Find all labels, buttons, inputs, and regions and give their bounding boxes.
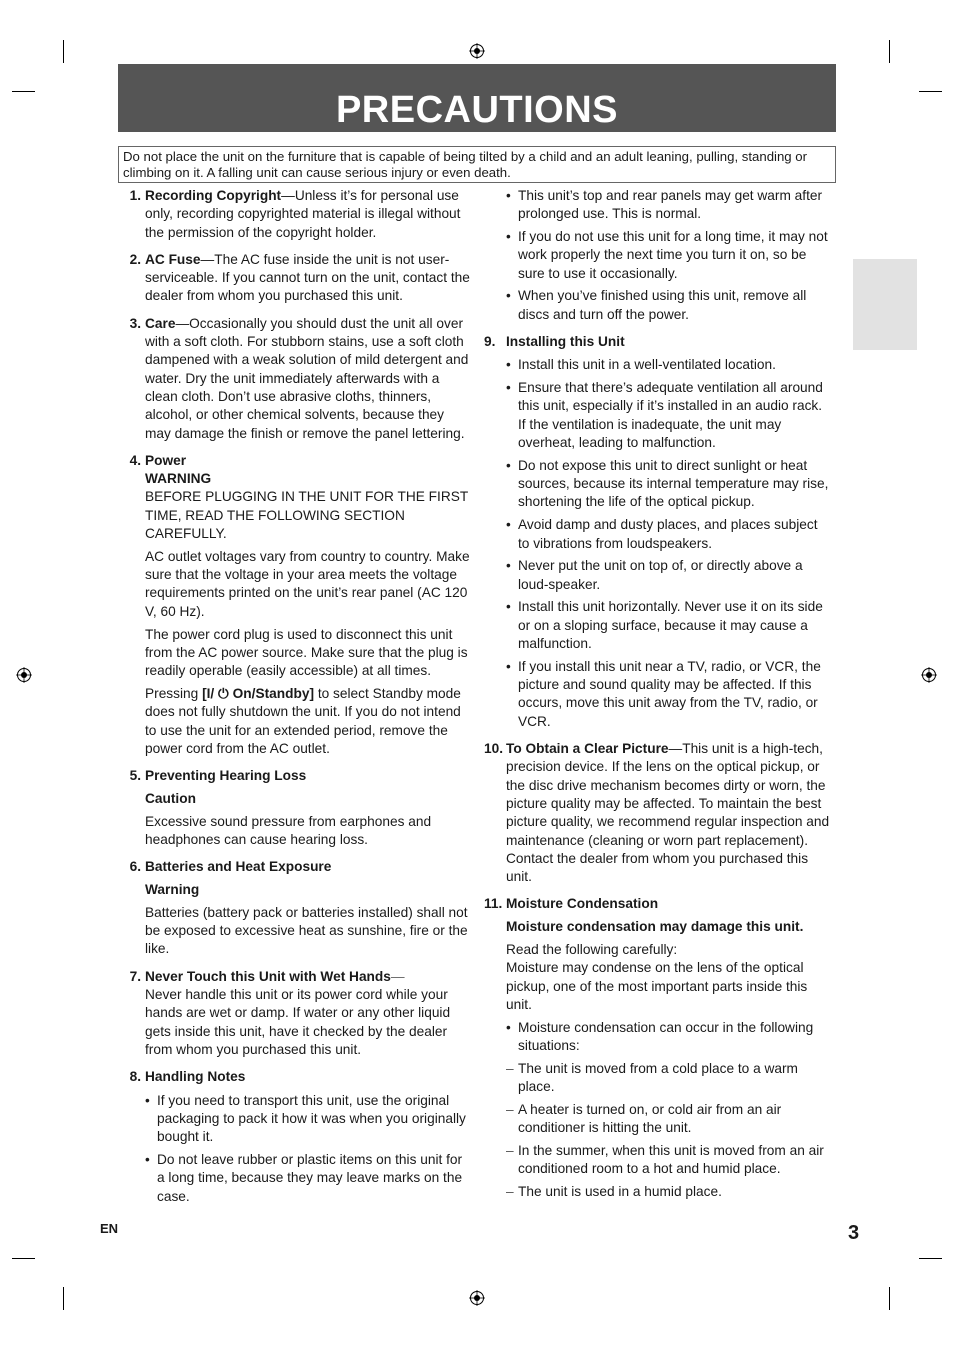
bullet-item: • Avoid damp and dusty places, and places subject to vibrations from loudspeakers. <box>506 516 832 553</box>
item-heading: Batteries and Heat Exposure <box>145 859 332 875</box>
item-body-text: to select Standby mode does not fully shutdown the unit. If you do not intend to use the unit for an extended period, remove the power cord from the AC outlet. <box>145 685 461 756</box>
item-text <box>145 315 470 443</box>
list-item <box>120 968 470 1059</box>
item-number: 9. <box>484 334 496 350</box>
item-heading: Preventing Hearing Loss <box>145 768 307 784</box>
bullet-list <box>145 1092 470 1206</box>
crop-mark <box>889 40 890 63</box>
item-heading: Recording Copyright <box>145 188 282 203</box>
item-number: 2. <box>129 251 141 267</box>
item-number: 5. <box>129 768 141 784</box>
dash-item <box>506 1060 832 1097</box>
list-item <box>120 858 470 958</box>
item-heading: Power <box>145 452 187 468</box>
bullet-item: • Ensure that there’s adequate ventilation all around this unit, especially if it’s installed in an audio rack. If the ventilation is inadequate, the unit may overheat, leading to malfunction. <box>506 379 832 452</box>
item-text <box>145 968 470 1059</box>
item-body: Excessive sound pressure from earphones and headphones can cause hearing loss. <box>145 813 432 847</box>
dash-text: The unit is used in a humid place. <box>518 1184 722 1200</box>
item-body: Moisture may condense on the lens of the optical pickup, one of the most important parts inside this unit. <box>506 960 808 1012</box>
item-body-text: Pressing <box>145 685 203 701</box>
item-body: Never handle this unit or its power cord while your hands are wet or damp. If water or any other liquid gets inside this unit, have it checked by the dealer from whom you purchased this unit. <box>145 987 451 1057</box>
list-item <box>120 187 470 242</box>
dash-item <box>506 1142 832 1179</box>
language-label: EN <box>100 1221 119 1236</box>
dash-symbol: – <box>506 1184 514 1200</box>
bullet-list <box>506 1019 832 1056</box>
bullet-item: • If you install this unit near a TV, radio, or VCR, the picture and sound quality may be affected. If this occurs, move this unit away from the TV, radio, or VCR. <box>506 658 832 731</box>
title-banner <box>118 64 836 132</box>
bullet-item: • When you’ve finished using this unit, remove all discs and turn off the power. <box>506 287 832 324</box>
list-item <box>480 895 832 1201</box>
list-item <box>120 452 470 758</box>
item-number: 1. <box>129 188 141 203</box>
item-body: Batteries (battery pack or batteries installed) shall not be exposed to excessive heat as sunshine, fire or the like. <box>145 904 468 957</box>
dash-symbol: – <box>506 1101 514 1117</box>
item-body: Read the following carefully: <box>506 941 678 957</box>
section-tab <box>853 259 917 350</box>
item-subheading: Moisture condensation may damage this unit. <box>506 919 804 935</box>
registration-mark-icon <box>16 667 32 683</box>
dash-item <box>506 1183 832 1201</box>
item-text <box>145 187 470 242</box>
crop-mark <box>12 91 35 92</box>
item-subheading: Warning <box>145 882 200 898</box>
item-text <box>145 251 470 306</box>
bullet-list <box>506 187 832 324</box>
list-item <box>120 315 470 443</box>
list-item <box>480 333 832 731</box>
item-heading: Handling Notes <box>145 1069 246 1085</box>
item-body: AC outlet voltages vary from country to country. Make sure that the voltage in your area meets the voltage requirements printed on the unit’s rear panel (AC 120 V, 60 Hz). <box>145 548 470 619</box>
dash-symbol: – <box>506 1060 514 1076</box>
item-body: The power cord plug is used to disconnect this unit from the AC power source. Make sure that the plug is readily operable (easily accessible) at all times. <box>145 626 468 679</box>
dash-symbol: – <box>506 1142 514 1158</box>
item-heading: Installing this Unit <box>506 334 625 350</box>
left-column <box>120 187 470 1215</box>
item-number: 6. <box>129 859 141 875</box>
registration-mark-icon <box>469 43 485 59</box>
warning-text: BEFORE PLUGGING IN THE UNIT FOR THE FIRST TIME, READ THE FOLLOWING SECTION CAREFULLY. <box>145 489 468 542</box>
em-dash: — <box>390 968 405 984</box>
page-title: PRECAUTIONS <box>335 89 619 131</box>
list-item <box>120 767 470 849</box>
item-heading: Never Touch this Unit with Wet Hands <box>145 968 391 984</box>
right-column <box>480 187 832 1210</box>
bullet-item: • Do not leave rubber or plastic items on this unit for a long time, because they may leave marks on the case. <box>145 1151 470 1206</box>
warning-label: WARNING <box>145 471 212 487</box>
item-number: 3. <box>129 315 141 331</box>
item-body: —Unless it’s for personal use only, recording copyrighted material is illegal without the permission of the copyright holder. <box>145 188 461 240</box>
dash-item <box>506 1101 832 1138</box>
item-body: —Occasionally you should dust the unit all over with a soft cloth. For stubborn stains, use a soft cloth dampened with a weak solution of mild detergent and water. Dry the unit immediately afterwards with a clean cloth. Don’t use abrasive cloths, thinners, alcohol, or other chemical solvents, because they may damage the finish or remove the panel lettering. <box>145 315 469 441</box>
crop-mark <box>63 1287 64 1310</box>
list-item <box>480 740 832 886</box>
item-number: 10. <box>484 741 504 757</box>
list-item <box>120 251 470 306</box>
crop-mark <box>919 91 942 92</box>
registration-mark-icon <box>469 1290 485 1306</box>
item-body: —The AC fuse inside the unit is not user-serviceable. If you cannot turn on the unit, contact the dealer from whom you purchased this unit. <box>145 251 470 304</box>
item-body <box>145 685 470 758</box>
item-text <box>506 740 832 886</box>
bullet-item: • Install this unit in a well-ventilated location. <box>506 356 832 374</box>
dash-text: A heater is turned on, or cold air from an air conditioner is hitting the unit. <box>518 1101 782 1136</box>
dash-text: In the summer, when this unit is moved from an air conditioned room to a hot and humid place. <box>518 1142 824 1177</box>
bullet-item: • If you do not use this unit for a long time, it may not work properly the next time you turn it on, so be sure to use it occasionally. <box>506 228 832 283</box>
dash-text: The unit is moved from a cold place to a warm place. <box>518 1060 798 1095</box>
bullet-item: • If you need to transport this unit, use the original packaging to pack it how it was when you originally bought it. <box>145 1092 470 1147</box>
item-body: —This unit is a high-tech, precision device. If the lens on the optical pickup, or the disc drive mechanism becomes dirty or worn, the picture quality may be affected. To maintain the best picture quality, we recommend regular inspection and maintenance (cleaning or worn part replacement). Contact the dealer from whom you purchased this unit. <box>506 741 830 885</box>
bullet-item: • Do not expose this unit to direct sunlight or heat sources, because its internal temperature may rise, shortening the life of the optical pickup. <box>506 457 832 512</box>
item-number: 7. <box>129 968 141 984</box>
item-heading: To Obtain a Clear Picture <box>506 741 669 757</box>
bullet-item: • Install this unit horizontally. Never use it on its side or on a sloping surface, because it may cause a malfunction. <box>506 598 832 653</box>
item-heading: Moisture Condensation <box>506 896 659 912</box>
item-heading: Care <box>145 315 176 331</box>
crop-mark <box>63 40 64 63</box>
crop-mark <box>919 1258 942 1259</box>
item-number: 8. <box>129 1069 141 1085</box>
bullet-item: • Moisture condensation can occur in the following situations: <box>506 1019 832 1056</box>
crop-mark <box>12 1258 35 1259</box>
item-number: 11. <box>484 896 503 912</box>
bullet-item: • Never put the unit on top of, or directly above a loud-speaker. <box>506 557 832 594</box>
crop-mark <box>889 1287 890 1310</box>
bullet-item: • This unit’s top and rear panels may get warm after prolonged use. This is normal. <box>506 187 832 224</box>
bullet-list <box>506 356 832 731</box>
warning-notice: Do not place the unit on the furniture that is capable of being tilted by a child and an adult leaning, pulling, standing or climbing on it. A falling unit can cause serious injury or even death. <box>118 146 836 183</box>
dash-list <box>506 1060 832 1202</box>
list-item <box>120 1068 470 1206</box>
item-heading: AC Fuse <box>145 251 201 267</box>
item-subheading: Caution <box>145 790 196 806</box>
item-number: 4. <box>129 452 141 468</box>
registration-mark-icon <box>921 667 937 683</box>
page-number: 3 <box>848 1222 860 1244</box>
standby-button-label: [I/ ⏻ On/Standby] <box>202 685 315 701</box>
